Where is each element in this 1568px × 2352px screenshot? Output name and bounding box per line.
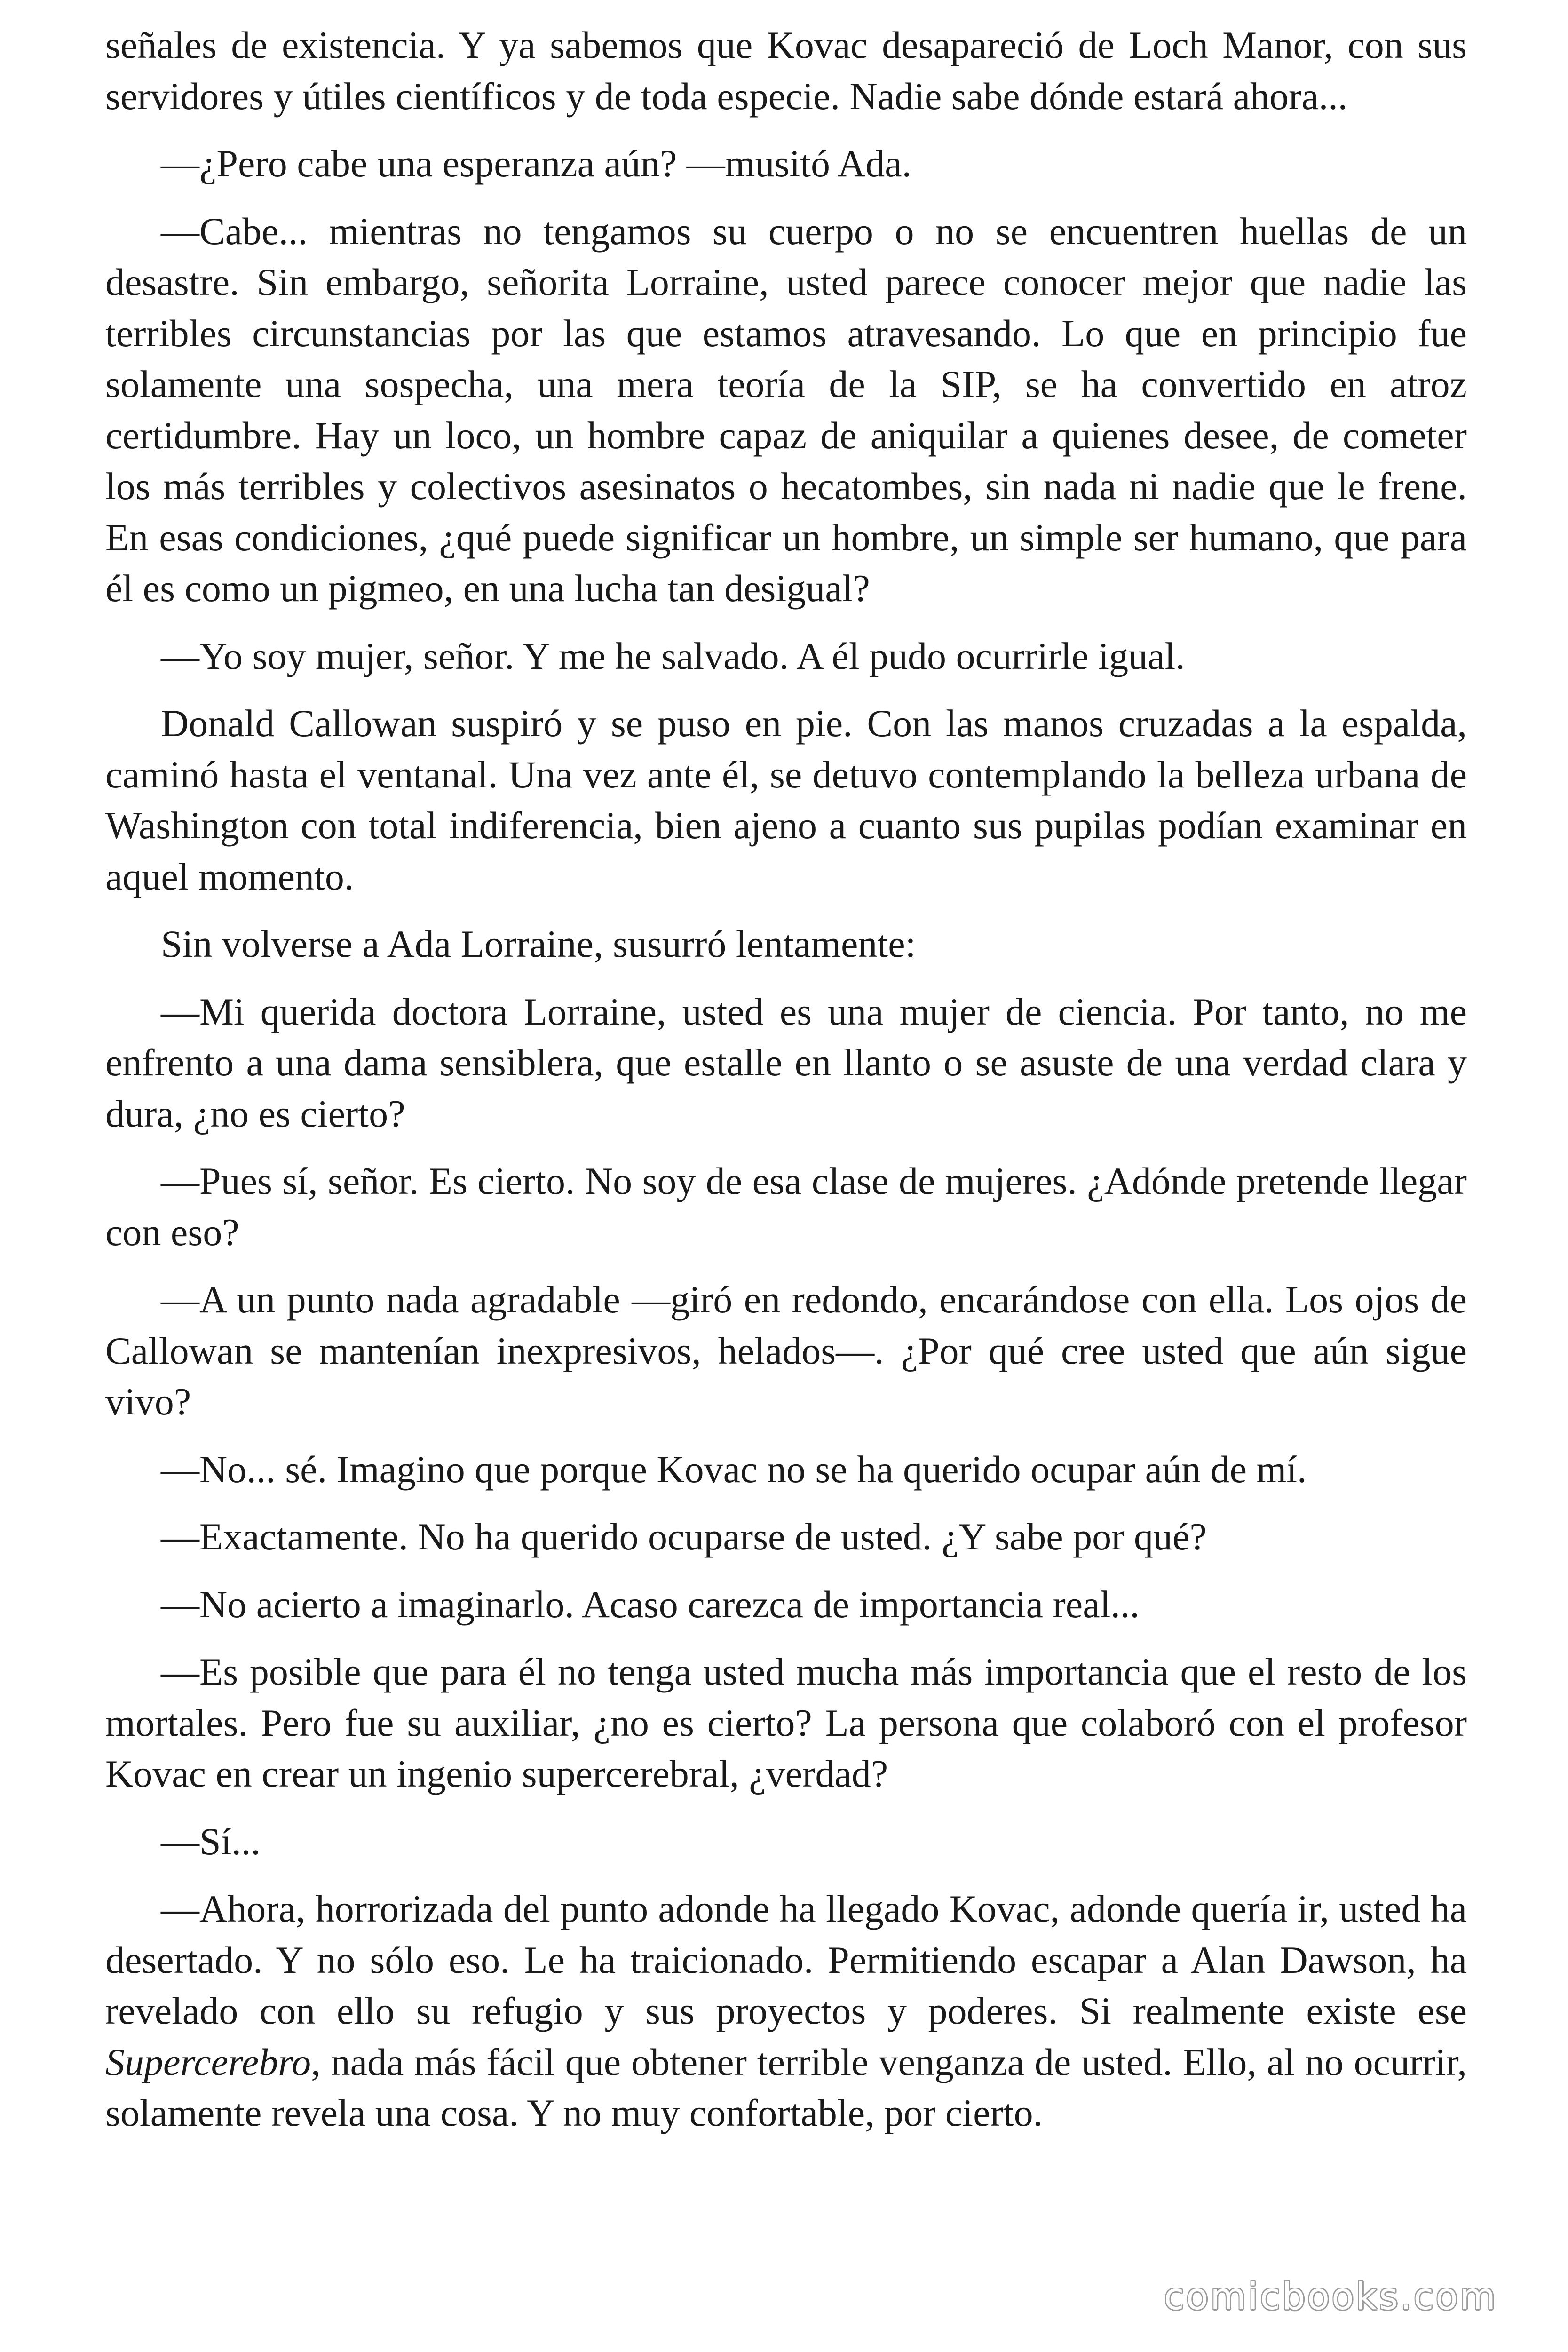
paragraph: —A un punto nada agradable —giró en redondo, encarándose con ella. Los ojos de Callowan se mantenían inexpresivos, helados—. ¿Por qué cree usted que aún sigue vivo? bbox=[105, 1278, 1467, 1423]
paragraph: —Yo soy mujer, señor. Y me he salvado. A él pudo ocurrirle igual. bbox=[161, 634, 1185, 677]
paragraph: Donald Callowan suspiró y se puso en pie. Con las manos cruzadas a la espalda, caminó hasta el ventanal. Una vez ante él, se detuvo contemplando la belleza urbana de Washington con total indiferencia, bien ajeno a cuanto sus pupilas podían examinar en aquel momento. bbox=[105, 702, 1467, 898]
paragraph: —No... sé. Imagino que porque Kovac no se ha querido ocupar aún de mí. bbox=[161, 1447, 1307, 1491]
paragraph: señales de existencia. Y ya sabemos que Kovac desapareció de Loch Manor, con sus servidores y útiles científicos y de toda especie. Nadie sabe dónde estará ahora... bbox=[105, 24, 1467, 118]
paragraph: —No acierto a imaginarlo. Acaso carezca de importancia real... bbox=[161, 1582, 1140, 1626]
paragraph: —Exactamente. No ha querido ocuparse de usted. ¿Y sabe por qué? bbox=[161, 1515, 1207, 1558]
paragraph: —Cabe... mientras no tengamos su cuerpo o no se encuentren huellas de un desastre. Sin embargo, señorita Lorraine, usted parece conocer mejor que nadie las terribles circunstancias por las que estamos atravesando. Lo que en principio fue solamente una sospecha, una mera teoría de la SIP, se ha convertido en atroz certidumbre. Hay un loco, un hombre capaz de aniquilar a quienes desee, de cometer los más terribles y colectivos asesinatos o hecatombes, sin nada ni nadie que le frene. En esas condiciones, ¿qué puede significar un hombre, un simple ser humano, que para él es como un pigmeo, en una lucha tan desigual? bbox=[105, 209, 1467, 610]
paragraph: —¿Pero cabe una esperanza aún? —musitó Ada. bbox=[161, 142, 912, 185]
paragraph-text: , nada más fácil que obtener terrible venganza de usted. Ello, al no ocurrir, solamente revela una cosa. Y no muy confortable, por cierto. bbox=[105, 2040, 1467, 2134]
paragraph-text: —Ahora, horrorizada del punto adonde ha llegado Kovac, adonde quería ir, usted ha desertado. Y no sólo eso. Le ha traicionado. Permitiendo escapar a Alan Dawson, ha revelado con ello su refugio y sus proyectos y poderes. Si realmente existe ese bbox=[105, 1887, 1467, 2032]
paragraph: —Mi querida doctora Lorraine, usted es una mujer de ciencia. Por tanto, no me enfrento a una dama sensiblera, que estalle en llanto o se asuste de una verdad clara y dura, ¿no es cierto? bbox=[105, 990, 1467, 1135]
document-page bbox=[105, 20, 1467, 2155]
paragraph: —Pues sí, señor. Es cierto. No soy de esa clase de mujeres. ¿Adónde pretende llegar con eso? bbox=[105, 1160, 1467, 1254]
paragraph-italic-text: Supercerebro bbox=[105, 2040, 311, 2083]
paragraph: —Sí... bbox=[161, 1820, 261, 1863]
paragraph bbox=[105, 1883, 1467, 2139]
paragraph: Sin volverse a Ada Lorraine, susurró lentamente: bbox=[161, 922, 916, 965]
paragraph: —Es posible que para él no tenga usted mucha más importancia que el resto de los mortales. Pero fue su auxiliar, ¿no es cierto? La persona que colaboró con el profesor Kovac en crear un ingenio supercerebral, ¿verdad? bbox=[105, 1650, 1467, 1795]
watermark: comicbooks.com bbox=[1164, 2276, 1497, 2318]
